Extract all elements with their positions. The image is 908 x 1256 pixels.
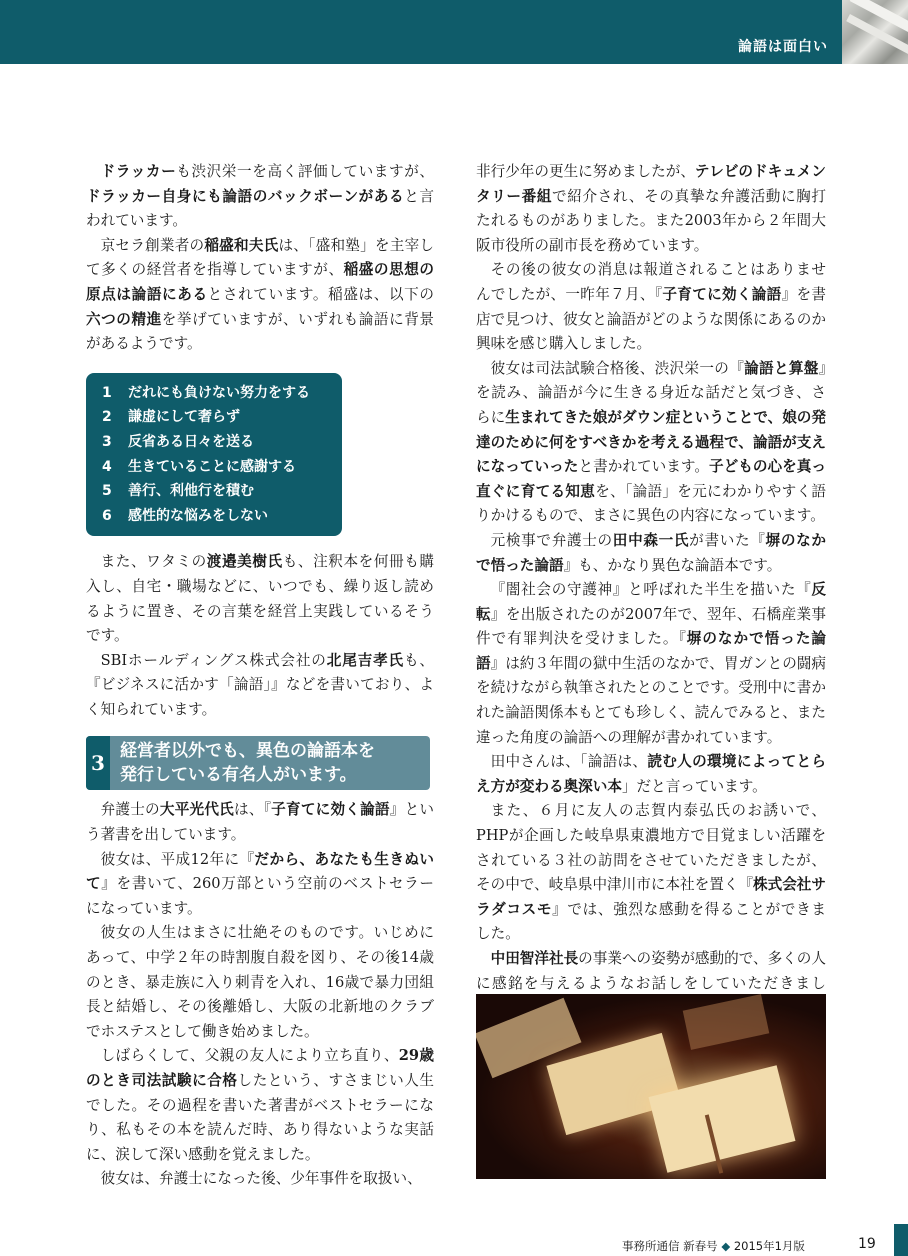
bold-text: 六つの精進	[86, 310, 162, 328]
bold-text: 大平光代氏	[159, 801, 234, 819]
text-run: 』では、強烈な感動を得ることができました。	[476, 900, 826, 943]
bold-text: 田中森一氏	[612, 531, 690, 549]
paragraph	[86, 234, 434, 357]
bold-text: 読む人の環境によってとらえ方が変わる奥深い本	[476, 753, 826, 795]
text-run: 田中さんは、「論語は、	[490, 753, 648, 771]
text-run: 』という著書を出しています。	[86, 801, 434, 844]
bold-text: 子どもの心を真っ直ぐに育てる知恵	[476, 458, 826, 500]
text-run: 彼女は、平成12年に『	[100, 850, 255, 868]
text-run: と書かれています。	[578, 458, 709, 476]
list-item-text: 感性的な悩みをしない	[128, 507, 268, 524]
bold-text: テレビのドキュメンタリー番組	[476, 163, 826, 205]
footer-edition: 2015年1月版	[733, 1239, 805, 1253]
footer-publication: 事務所通信	[622, 1239, 680, 1253]
bold-text: 北尾吉孝氏	[326, 651, 404, 669]
section-title-line-1: 経営者以外でも、異色の論語本を	[120, 741, 375, 762]
bold-text: 生まれてきた娘がダウン症ということで、娘の発達のために何をすべきかを考える過程で、論語が支えになっていった	[476, 408, 826, 476]
text-run: 彼女の人生はまさに壮絶そのものです。いじめにあって、中学２年の時割腹自殺を図り、その後14歳のとき、暴走族に入り刺青を入れ、16歳で暴力団組長と結婚し、その後離婚し、大阪の北新地のクラブでホステスとして働き始めました。	[86, 924, 434, 1040]
list-item	[102, 430, 326, 455]
text-run: は、『	[234, 801, 272, 819]
page-tab-marker	[894, 1224, 908, 1256]
text-run: も、注釈本を何冊も購入し、自宅・職場などに、いつでも、繰り返し読めるように置き、その言葉を経営上実践しているそうです。	[86, 553, 434, 645]
six-endeavors-list	[86, 373, 342, 537]
left-top-paragraphs	[86, 160, 434, 357]
text-run: SBIホールディングス株式会社の	[100, 651, 327, 669]
right-paragraphs	[476, 160, 826, 1021]
text-run: 弁護士の	[100, 801, 160, 819]
bold-text: 株式会社サラダコスモ	[476, 876, 826, 918]
text-run: また、６月に友人の志賀内泰弘氏のお誘いで、PHPが企画した岐阜県東濃地方で目覚ましい活躍をされている３社の訪問をさせていただきましたが、その中で、岐阜県中津川市に本社を置く『	[476, 802, 826, 894]
section-title-line-2: 発行している有名人がいます。	[120, 765, 357, 786]
list-item-text: 生きていることに感謝する	[128, 458, 296, 475]
paragraph	[86, 1167, 434, 1192]
list-item-number: 4	[102, 458, 112, 475]
paragraph	[86, 921, 434, 1044]
text-run: も渋沢栄一を高く評価していますが、	[176, 163, 434, 180]
list-item-text: 反省ある日々を送る	[128, 433, 254, 450]
header-bar	[0, 0, 842, 64]
paragraph	[476, 357, 826, 529]
list-item	[102, 455, 326, 480]
text-run: その後の彼女の消息は報道されることはありませんでしたが、一昨年７月、『	[476, 261, 826, 303]
paragraph	[86, 649, 434, 723]
bold-text: 渡邉美樹氏	[206, 553, 283, 571]
section-number: 3	[86, 736, 110, 790]
bold-text: 中田智洋社長	[490, 950, 579, 967]
text-run: 彼女は司法試験合格後、渋沢栄一の『	[490, 359, 745, 377]
right-column	[476, 160, 826, 1021]
footer	[622, 1238, 805, 1254]
list-item-number: 1	[102, 384, 112, 401]
text-run: の事業への姿勢が感動的で、多くの人に感銘を与えるようなお話しをしていただきまし	[476, 950, 826, 992]
text-run: が書いた『	[689, 531, 766, 549]
text-run: 京セラ創業者の	[100, 236, 205, 254]
list-item-number: 3	[102, 433, 112, 450]
bold-text: 29歳のとき司法試験に合格	[86, 1047, 434, 1089]
paragraph	[476, 160, 826, 258]
header-title: 論語は面白い	[738, 39, 828, 55]
text-run: 』を読み、論語が今に生きる身近な話だと気づき、さらに	[476, 359, 826, 426]
section-title	[120, 739, 375, 787]
bold-text: 塀のなかで悟った論語	[476, 630, 826, 672]
bold-text: 稲盛和夫氏	[204, 236, 279, 254]
text-run: と言われています。	[86, 187, 434, 230]
bold-text: ドラッカー	[100, 163, 177, 180]
text-run: を挙げていますが、いずれも論語に背景があるようです。	[86, 310, 434, 353]
text-run: は、「盛和塾」を主宰して多くの経営者を指導していますが、	[86, 236, 434, 279]
list-item-number: 6	[102, 507, 112, 524]
left-column	[86, 160, 434, 1192]
bold-text: 塀のなかで悟った論語	[476, 531, 826, 574]
books-photo	[476, 994, 826, 1179]
text-run: 非行少年の更生に努めましたが、	[476, 163, 695, 180]
text-run: したという、すさまじい人生でした。その過程を書いた著書がベストセラーになり、私もその本を読んだ時、あり得ないような実話に、涙して深い感動を覚えました。	[86, 1072, 434, 1163]
text-run: 』は約３年間の獄中生活のなかで、胃ガンとの闘病を続けながら執筆されたとのことです。受刑中に書かれた論語関係本もとても珍しく、読んでみると、また違った角度の論語への理解が書かれています。	[476, 654, 826, 746]
list-item-text: 善行、利他行を積む	[128, 483, 254, 500]
footer-issue: 新春号	[683, 1239, 718, 1253]
text-run: また、ワタミの	[100, 553, 207, 571]
text-run: を、「論語」を元にわかりやすく語りかけるもので、まさに異色の内容になっています。	[476, 482, 826, 525]
text-run: とされています。稲盛は、以下の	[207, 285, 434, 303]
bold-text: 子育てに効く論語	[271, 801, 390, 819]
text-run: 」だと言っています。	[621, 777, 767, 795]
section-heading	[86, 736, 430, 790]
text-run: 元検事で弁護士の	[490, 531, 613, 549]
text-run: 彼女は、弁護士になった後、少年事件を取扱い、	[100, 1170, 422, 1188]
text-run: で紹介され、その真摯な弁護活動に胸打たれるものがありました。また2003年から２年間大阪市役所の副市長を務めています。	[476, 187, 826, 254]
text-run: も、『ビジネスに活かす「論語」』などを書いており、よく知られています。	[86, 651, 434, 718]
bold-text: ドラッカー自身にも論語のバックボーンがある	[86, 187, 405, 205]
bold-text: 論語と算盤	[744, 359, 819, 377]
paragraph	[476, 578, 826, 750]
list-item	[102, 504, 326, 529]
text-run: 』も、かなり異色な論語本です。	[563, 556, 782, 574]
paragraph	[86, 1044, 434, 1167]
page-number: 19	[858, 1236, 876, 1252]
list-item	[102, 381, 326, 406]
paragraph	[86, 798, 434, 847]
list-item-number: 5	[102, 483, 112, 500]
list-item-text: だれにも負けない努力をする	[128, 384, 310, 401]
paragraph	[476, 799, 826, 947]
text-run: 』を出版されたのが2007年で、翌年、石橋産業事件で有罪判決を受けました。『	[476, 605, 826, 648]
paragraph	[476, 750, 826, 799]
text-run: 』を書店で見つけ、彼女と論語がどのような関係にあるのか興味を感じ購入しました。	[476, 285, 826, 353]
left-middle-paragraphs	[86, 550, 434, 722]
text-run: 』を書いて、260万部という空前のベストセラーになっています。	[86, 875, 434, 917]
bold-text: だから、あなたも生きぬいて	[86, 850, 434, 893]
paragraph	[476, 529, 826, 578]
footer-diamond: ◆	[721, 1239, 731, 1253]
left-bottom-paragraphs	[86, 798, 434, 1192]
paragraph	[86, 160, 434, 234]
paragraph	[86, 550, 434, 648]
bold-text: 子育てに効く論語	[662, 285, 782, 303]
list-item	[102, 405, 326, 430]
bold-text: 稲盛の思想の原点は論語にある	[86, 261, 434, 303]
text-run: 『闇社会の守護神』と呼ばれた半生を描いた『	[490, 581, 812, 599]
header-book-photo	[842, 0, 908, 64]
bold-text: 反転	[476, 581, 826, 623]
list-item	[102, 479, 326, 504]
paragraph	[476, 258, 826, 356]
paragraph	[86, 848, 434, 922]
text-run: しばらくして、父親の友人により立ち直り、	[100, 1047, 399, 1065]
list-item-number: 2	[102, 409, 112, 426]
list-item-text: 謙虚にして奢らず	[128, 409, 240, 426]
